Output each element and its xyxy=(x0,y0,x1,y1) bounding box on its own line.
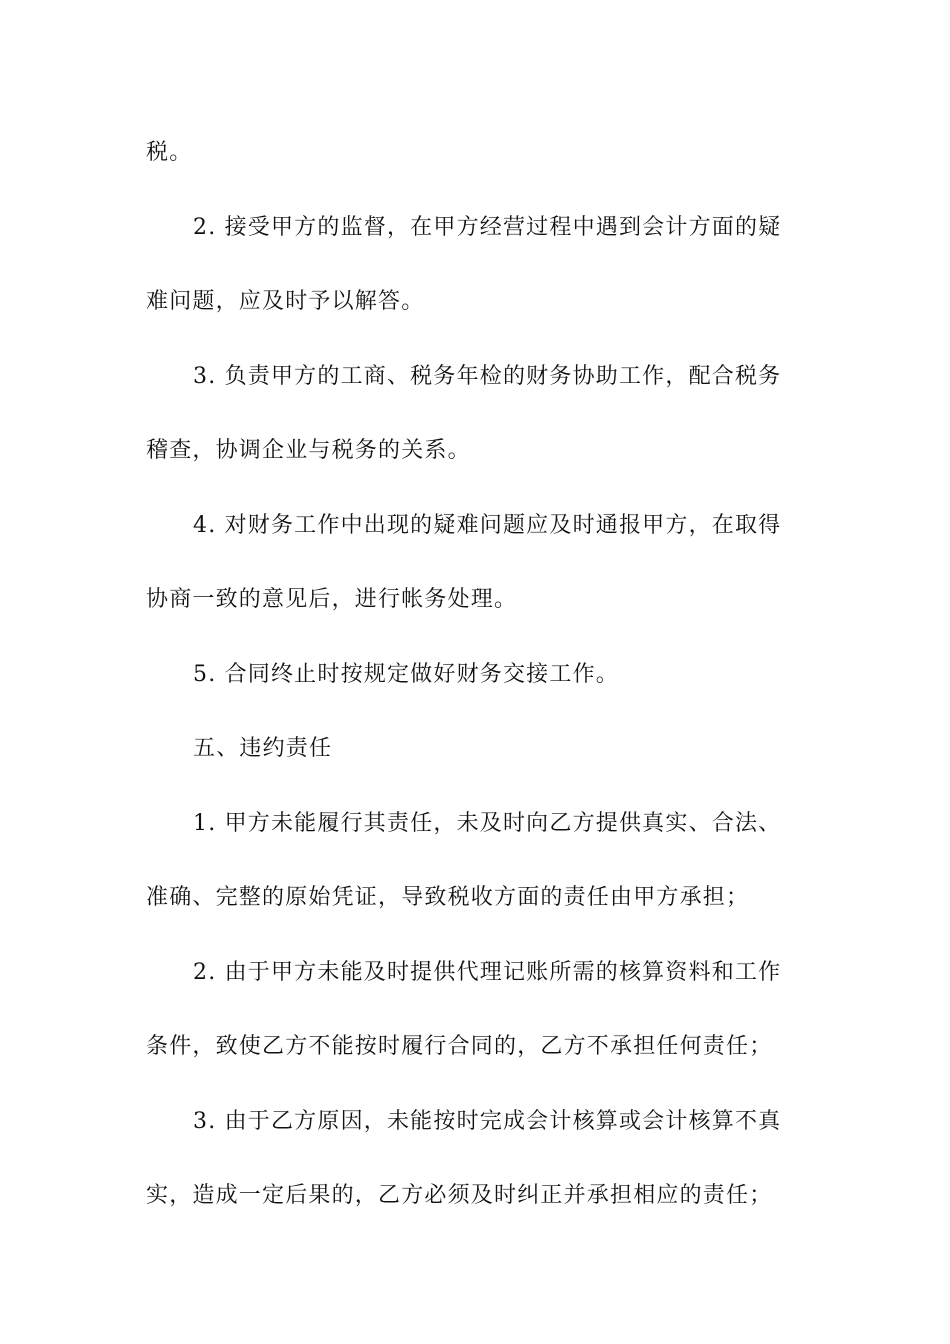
clause-line: 5. 合同终止时按规定做好财务交接工作。 xyxy=(193,661,619,687)
clause-line: 3. 负责甲方的工商、税务年检的财务协助工作，配合税务 xyxy=(193,363,782,389)
clause-line: 3. 由于乙方原因，未能按时完成会计核算或会计核算不真 xyxy=(193,1108,782,1134)
text-line-continuation: 协商一致的意见后，进行帐务处理。 xyxy=(146,587,518,612)
text-line-continuation: 实，造成一定后果的，乙方必须及时纠正并承担相应的责任； xyxy=(146,1183,773,1208)
document-body xyxy=(146,128,806,1246)
clause-line: 2. 接受甲方的监督，在甲方经营过程中遇到会计方面的疑 xyxy=(193,214,782,240)
text-line-continuation: 稽查，协调企业与税务的关系。 xyxy=(146,438,471,463)
text-line-continuation: 难问题，应及时予以解答。 xyxy=(146,289,425,314)
clause-line: 4. 对财务工作中出现的疑难问题应及时通报甲方，在取得 xyxy=(193,512,782,538)
section-heading: 五、违约责任 xyxy=(193,736,333,761)
text-line-continuation: 准确、完整的原始凭证，导致税收方面的责任由甲方承担； xyxy=(146,885,750,910)
text-line-continuation: 条件，致使乙方不能按时履行合同的，乙方不承担任何责任； xyxy=(146,1034,773,1059)
text-line-continuation: 税。 xyxy=(146,140,193,165)
clause-line: 1. 甲方未能履行其责任，未及时向乙方提供真实、合法、 xyxy=(193,810,782,836)
clause-line: 2. 由于甲方未能及时提供代理记账所需的核算资料和工作 xyxy=(193,959,782,985)
